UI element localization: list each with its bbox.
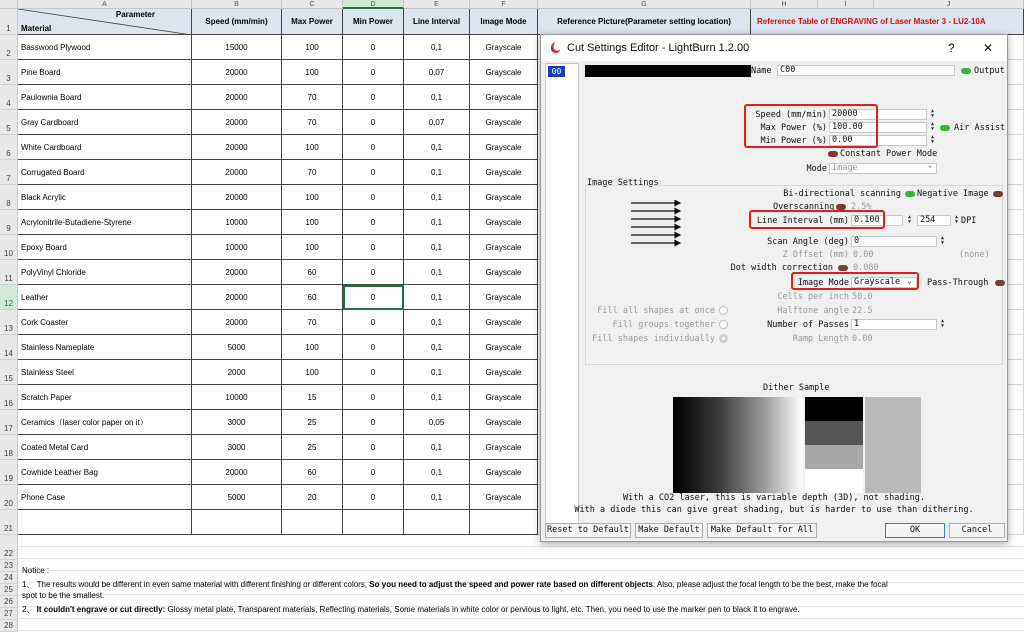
image-mode-cell[interactable]: Grayscale xyxy=(470,160,538,185)
speed-cell[interactable]: 20000 xyxy=(192,185,282,210)
air-assist-label: Air Assist xyxy=(954,123,1006,133)
min-power-cell[interactable]: 0 xyxy=(343,110,404,135)
image-mode-cell[interactable]: Grayscale xyxy=(470,360,538,385)
dither-note-2: With a diode this can give great shading, but is harder to use than dithering. xyxy=(574,505,974,515)
row-header-3[interactable]: 3 xyxy=(0,60,18,85)
notice-title: Notice : xyxy=(22,566,50,575)
scan-lines-icon xyxy=(629,200,681,250)
material-cell[interactable]: Leather xyxy=(18,285,192,310)
material-label: Material xyxy=(21,24,52,33)
material-cell[interactable]: Stainless Steel xyxy=(18,360,192,385)
cut-settings-dialog xyxy=(540,34,1008,542)
min-power-header[interactable]: Min Power xyxy=(343,9,404,35)
speed-cell[interactable]: 20000 xyxy=(192,285,282,310)
material-cell[interactable]: Corrugated Board xyxy=(18,160,192,185)
dot-width-value: 0.080 xyxy=(853,263,879,273)
image-mode-select[interactable]: Grayscale xyxy=(851,277,917,288)
constant-power-toggle[interactable] xyxy=(828,151,838,157)
fill-groups-radio[interactable] xyxy=(719,320,728,329)
material-cell[interactable]: Pine Board xyxy=(18,60,192,85)
image-mode-label: Image Mode xyxy=(797,278,849,288)
dialog-titlebar[interactable] xyxy=(541,35,1007,61)
passes-label: Number of Passes xyxy=(767,320,849,330)
cells-per-inch-label: Cells per inch xyxy=(777,292,849,302)
min-power-cell[interactable]: 0 xyxy=(343,185,404,210)
z-offset-label: Z Offset (mm) xyxy=(782,250,849,260)
min-power-cell[interactable]: 0 xyxy=(343,410,404,435)
material-cell[interactable]: Basswood Plywood xyxy=(18,35,192,60)
line-interval-cell[interactable]: 0,1 xyxy=(404,285,470,310)
speed-cell[interactable]: 15000 xyxy=(192,35,282,60)
max-power-cell[interactable]: 25 xyxy=(282,410,343,435)
max-power-field[interactable]: 100.00 xyxy=(829,122,927,133)
row-header-20[interactable]: 20 xyxy=(0,485,18,510)
column-header-g[interactable]: G xyxy=(538,0,751,9)
max-power-cell[interactable]: 100 xyxy=(282,135,343,160)
layer-list[interactable] xyxy=(545,63,579,525)
min-power-cell[interactable]: 0 xyxy=(343,160,404,185)
min-power-cell[interactable]: 0 xyxy=(343,385,404,410)
image-mode-cell[interactable] xyxy=(470,510,538,535)
column-header-a[interactable]: A xyxy=(18,0,192,9)
line-interval-cell[interactable]: 0,1 xyxy=(404,485,470,510)
notice-line-1 xyxy=(22,579,888,590)
line-interval-cell[interactable]: 0,1 xyxy=(404,260,470,285)
row-header-16[interactable]: 16 xyxy=(0,385,18,410)
max-power-cell[interactable]: 60 xyxy=(282,285,343,310)
name-label: Name xyxy=(751,66,772,76)
bidirectional-toggle[interactable] xyxy=(905,191,915,197)
row-header-9[interactable]: 9 xyxy=(0,210,18,235)
row-header-2[interactable]: 2 xyxy=(0,35,18,60)
fill-groups-label: Fill groups together xyxy=(612,320,715,330)
row-header-27[interactable]: 27 xyxy=(0,608,18,620)
dither-sample-image xyxy=(673,397,921,493)
min-power-cell[interactable]: 0 xyxy=(343,60,404,85)
parameter-material-header[interactable] xyxy=(18,9,192,35)
row-header-23[interactable]: 23 xyxy=(0,560,18,572)
speed-cell[interactable]: 20000 xyxy=(192,460,282,485)
speed-power-highlight xyxy=(744,104,878,148)
fill-all-radio[interactable] xyxy=(719,306,728,315)
line-interval-cell[interactable]: 0,1 xyxy=(404,385,470,410)
row-header-22[interactable]: 22 xyxy=(0,535,18,560)
empty-row[interactable] xyxy=(18,619,1024,631)
bidirectional-label: Bi-directional scanning xyxy=(783,189,901,199)
reset-to-default-button[interactable]: Reset to Default xyxy=(545,523,631,538)
notice-line-1-text: 1、 The results would be different in even same material with different finishing or different colors, xyxy=(22,580,370,589)
notice-line-3 xyxy=(22,604,800,615)
image-mode-cell[interactable]: Grayscale xyxy=(470,260,538,285)
row-header-15[interactable]: 15 xyxy=(0,360,18,385)
min-power-cell[interactable]: 0 xyxy=(343,310,404,335)
min-power-cell[interactable]: 0 xyxy=(343,235,404,260)
line-interval-cell[interactable]: 0,1 xyxy=(404,460,470,485)
material-cell[interactable]: Epoxy Board xyxy=(18,235,192,260)
line-interval-cell[interactable] xyxy=(404,510,470,535)
min-power-cell[interactable]: 0 xyxy=(343,135,404,160)
row-header-14[interactable]: 14 xyxy=(0,335,18,360)
speed-cell[interactable]: 20000 xyxy=(192,310,282,335)
row-header-18[interactable]: 18 xyxy=(0,435,18,460)
empty-row[interactable] xyxy=(18,559,1024,571)
max-power-cell[interactable]: 15 xyxy=(282,385,343,410)
max-power-cell[interactable]: 70 xyxy=(282,85,343,110)
speed-cell[interactable]: 20000 xyxy=(192,135,282,160)
constant-power-label: Constant Power Mode xyxy=(840,149,938,159)
min-power-cell[interactable]: 0 xyxy=(343,460,404,485)
image-mode-cell[interactable]: Grayscale xyxy=(470,235,538,260)
max-power-cell[interactable]: 100 xyxy=(282,360,343,385)
fill-individually-radio[interactable] xyxy=(719,334,728,343)
speed-cell[interactable]: 20000 xyxy=(192,110,282,135)
image-mode-highlight xyxy=(791,272,919,290)
scan-angle-field[interactable]: 0 xyxy=(851,236,937,247)
line-interval-cell[interactable]: 0,1 xyxy=(404,35,470,60)
min-power-cell[interactable]: 0 xyxy=(343,210,404,235)
dot-width-toggle[interactable] xyxy=(838,265,848,271)
image-mode-cell[interactable]: Grayscale xyxy=(470,60,538,85)
line-interval-header[interactable]: Line Interval xyxy=(404,9,470,35)
row-header-4[interactable]: 4 xyxy=(0,85,18,110)
max-power-label: Max Power (%) xyxy=(760,123,827,133)
layer-tag-00[interactable]: 00 xyxy=(548,66,565,77)
column-header-b[interactable]: B xyxy=(192,0,282,9)
image-mode-cell[interactable]: Grayscale xyxy=(470,385,538,410)
dither-note-1: With a CO2 laser, this is variable depth (3D), not shading. xyxy=(623,493,925,503)
row-header-24[interactable]: 24 xyxy=(0,572,18,584)
speed-cell[interactable]: 3000 xyxy=(192,410,282,435)
fill-all-label: Fill all shapes at once xyxy=(597,306,715,316)
image-mode-cell[interactable]: Grayscale xyxy=(470,285,538,310)
material-cell[interactable]: Cork Coaster xyxy=(18,310,192,335)
help-button[interactable]: ? xyxy=(948,41,955,55)
pass-through-toggle[interactable] xyxy=(995,280,1005,286)
make-default-button[interactable]: Make Default xyxy=(635,523,703,538)
line-interval-cell[interactable]: 0,1 xyxy=(404,160,470,185)
line-interval-cell[interactable]: 0,1 xyxy=(404,185,470,210)
max-power-cell[interactable]: 60 xyxy=(282,260,343,285)
row-header-25[interactable]: 25 xyxy=(0,584,18,596)
line-interval-highlight xyxy=(749,210,885,229)
min-power-cell[interactable]: 0 xyxy=(343,360,404,385)
min-power-cell[interactable]: 0 xyxy=(343,85,404,110)
min-power-spinner[interactable]: ▲ ▼ xyxy=(930,134,934,145)
image-mode-cell[interactable]: Grayscale xyxy=(470,460,538,485)
max-power-cell[interactable]: 100 xyxy=(282,335,343,360)
mode-chevron-down-icon: ▾ xyxy=(928,163,933,171)
material-cell[interactable]: Stainless Nameplate xyxy=(18,335,192,360)
column-header-c[interactable]: C xyxy=(282,0,343,9)
passes-spinner[interactable]: ▲ ▼ xyxy=(940,318,944,329)
z-offset-value[interactable]: 0.00 xyxy=(853,250,874,260)
cancel-button[interactable]: Cancel xyxy=(949,523,1005,538)
dialog-title: Cut Settings Editor - LightBurn 1.2.00 xyxy=(567,42,750,54)
negative-image-toggle[interactable] xyxy=(993,191,1003,197)
speed-cell[interactable]: 20000 xyxy=(192,260,282,285)
max-power-cell[interactable]: 100 xyxy=(282,60,343,85)
row-header-11[interactable]: 11 xyxy=(0,260,18,285)
row-header-1[interactable]: 1 xyxy=(0,9,18,35)
line-interval-cell[interactable]: 0,1 xyxy=(404,310,470,335)
line-interval-cell[interactable]: 0,07 xyxy=(404,60,470,85)
speed-cell[interactable]: 5000 xyxy=(192,485,282,510)
line-interval-cell[interactable]: 0,05 xyxy=(404,410,470,435)
min-power-label: Min Power (%) xyxy=(760,136,827,146)
column-header-e[interactable]: E xyxy=(404,0,470,9)
reference-picture-header[interactable]: Reference Picture(Parameter setting location) xyxy=(538,9,751,35)
max-power-cell[interactable]: 100 xyxy=(282,235,343,260)
speed-label: Speed (mm/min) xyxy=(755,110,827,120)
line-interval-cell[interactable]: 0,1 xyxy=(404,235,470,260)
max-power-spinner[interactable]: ▲ ▼ xyxy=(930,121,934,132)
close-icon[interactable]: ✕ xyxy=(983,41,994,55)
reference-table-title[interactable]: Reference Table of ENGRAVING of Laser Master 3 - LU2-10A xyxy=(751,9,1024,35)
line-interval-cell[interactable]: 0,1 xyxy=(404,360,470,385)
min-power-cell[interactable]: 0 xyxy=(343,285,404,310)
image-mode-cell[interactable]: Grayscale xyxy=(470,410,538,435)
lightburn-logo-icon xyxy=(549,41,562,54)
max-power-cell[interactable]: 20 xyxy=(282,485,343,510)
material-cell[interactable]: Black Acrylic xyxy=(18,185,192,210)
fill-individually-label: Fill shapes individually xyxy=(592,334,715,344)
image-mode-cell[interactable]: Grayscale xyxy=(470,185,538,210)
notice-line-3-suffix: Glossy metal plate, Transparent materials, Reflecting materials, Some materials in white color or pervious to light, etc. Then, you need to use the marker pen to black it to engrave. xyxy=(165,605,800,614)
material-cell[interactable]: Gray Cardboard xyxy=(18,110,192,135)
mode-label: Mode xyxy=(806,164,827,174)
min-power-cell[interactable]: 0 xyxy=(343,260,404,285)
ramp-length-value[interactable]: 0.00 xyxy=(852,334,873,344)
ramp-length-label: Ramp Length xyxy=(792,334,849,344)
material-cell[interactable]: Ceramics（laser color paper on it） xyxy=(18,410,192,435)
min-power-cell[interactable]: 0 xyxy=(343,485,404,510)
image-mode-cell[interactable]: Grayscale xyxy=(470,485,538,510)
speed-cell[interactable]: 20000 xyxy=(192,85,282,110)
speed-header[interactable]: Speed (mm/min) xyxy=(192,9,282,35)
output-toggle[interactable] xyxy=(961,68,971,74)
line-interval-spinner[interactable]: ▲ ▼ xyxy=(907,214,911,225)
speed-cell[interactable]: 10000 xyxy=(192,385,282,410)
scan-angle-spinner[interactable]: ▲ ▼ xyxy=(940,235,944,246)
material-cell[interactable]: White Cardboard xyxy=(18,135,192,160)
row-header-26[interactable]: 26 xyxy=(0,596,18,608)
image-settings-label: Image Settings xyxy=(587,178,659,188)
notice-line-3-bold: It couldn't engrave or cut directly: xyxy=(36,605,166,614)
none-label: (none) xyxy=(959,250,990,260)
column-header-h[interactable]: H xyxy=(751,0,818,9)
parameter-label: Parameter xyxy=(115,10,155,19)
row-header-12[interactable]: 12 xyxy=(0,285,18,310)
image-mode-cell[interactable]: Grayscale xyxy=(470,135,538,160)
speed-cell[interactable]: 20000 xyxy=(192,160,282,185)
max-power-cell[interactable]: 25 xyxy=(282,435,343,460)
scan-angle-label: Scan Angle (deg) xyxy=(767,237,849,247)
min-power-cell[interactable]: 0 xyxy=(343,435,404,460)
min-power-cell[interactable]: 0 xyxy=(343,35,404,60)
speed-cell[interactable]: 20000 xyxy=(192,60,282,85)
speed-spinner[interactable]: ▲ ▼ xyxy=(930,108,934,119)
line-interval-cell[interactable]: 0,07 xyxy=(404,110,470,135)
column-header-d[interactable]: D xyxy=(343,0,404,9)
overscanning-value: 2.5% xyxy=(851,202,872,212)
row-header-28[interactable]: 28 xyxy=(0,620,18,632)
speed-cell[interactable]: 5000 xyxy=(192,335,282,360)
max-power-cell[interactable]: 100 xyxy=(282,185,343,210)
header-row xyxy=(18,9,1024,35)
overscanning-label: Overscanning xyxy=(773,202,835,212)
speed-cell[interactable]: 10000 xyxy=(192,210,282,235)
min-power-cell[interactable]: 0 xyxy=(343,335,404,360)
min-power-cell[interactable] xyxy=(343,510,404,535)
layer-color-swatch[interactable] xyxy=(585,65,751,77)
max-power-cell[interactable] xyxy=(282,510,343,535)
min-power-field[interactable]: 0.00 xyxy=(829,135,927,146)
max-power-cell[interactable]: 100 xyxy=(282,210,343,235)
ok-button[interactable]: OK xyxy=(885,523,945,538)
material-cell[interactable]: Cowhide Leather Bag xyxy=(18,460,192,485)
material-cell[interactable]: Acrylonitrile-Butadiene-Styrene xyxy=(18,210,192,235)
max-power-cell[interactable]: 70 xyxy=(282,110,343,135)
row-header-13[interactable]: 13 xyxy=(0,310,18,335)
empty-row[interactable] xyxy=(18,547,1024,559)
row-header-19[interactable]: 19 xyxy=(0,460,18,485)
max-power-header[interactable]: Max Power xyxy=(282,9,343,35)
select-all-corner[interactable] xyxy=(0,0,18,9)
speed-cell[interactable]: 3000 xyxy=(192,435,282,460)
image-mode-cell[interactable]: Grayscale xyxy=(470,110,538,135)
line-interval-cell[interactable]: 0,1 xyxy=(404,210,470,235)
halftone-angle-value[interactable]: 22.5 xyxy=(852,306,873,316)
row-header-17[interactable]: 17 xyxy=(0,410,18,435)
mode-select[interactable]: Image xyxy=(829,163,937,174)
material-cell[interactable]: Phone Case xyxy=(18,485,192,510)
line-interval-cell[interactable]: 0,1 xyxy=(404,135,470,160)
line-interval-field[interactable]: 0.100 xyxy=(851,215,903,226)
image-mode-cell[interactable]: Grayscale xyxy=(470,210,538,235)
line-interval-cell[interactable]: 0,1 xyxy=(404,85,470,110)
row-header-8[interactable]: 8 xyxy=(0,185,18,210)
max-power-cell[interactable]: 100 xyxy=(282,35,343,60)
material-cell[interactable]: Paulownia Board xyxy=(18,85,192,110)
speed-cell[interactable] xyxy=(192,510,282,535)
notice-line-3-text: 2、 xyxy=(22,605,37,614)
notice-line-1-bold: So you need to adjust the speed and power rate based on different objects xyxy=(369,580,653,589)
speed-field[interactable]: 20000 xyxy=(829,109,927,120)
material-cell[interactable]: PolyVinyl Chloride xyxy=(18,260,192,285)
name-field[interactable]: C00 xyxy=(777,65,955,76)
max-power-cell[interactable]: 70 xyxy=(282,160,343,185)
dpi-label: DPI xyxy=(961,216,977,226)
line-interval-cell[interactable]: 0,1 xyxy=(404,435,470,460)
cells-per-inch-value[interactable]: 50.0 xyxy=(852,292,873,302)
row-header-5[interactable]: 5 xyxy=(0,110,18,135)
material-cell[interactable] xyxy=(18,510,192,535)
air-assist-toggle[interactable] xyxy=(940,125,950,131)
halftone-angle-label: Halftone angle xyxy=(777,306,849,316)
negative-image-label: Negative Image xyxy=(917,189,989,199)
dpi-field[interactable]: 254 xyxy=(917,215,951,226)
material-cell[interactable]: Scratch Paper xyxy=(18,385,192,410)
image-mode-chevron-down-icon[interactable]: ⌄ xyxy=(907,276,912,285)
row-header-6[interactable]: 6 xyxy=(0,135,18,160)
image-mode-cell[interactable]: Grayscale xyxy=(470,435,538,460)
make-default-for-all-button[interactable]: Make Default for All xyxy=(707,523,817,538)
dot-width-label: Dot width correction xyxy=(730,263,833,273)
column-header-i[interactable]: I xyxy=(818,0,874,9)
notice-line-1-suffix: . Also, please adjust the focal length to be the best, make the focal xyxy=(652,580,888,589)
line-interval-label: Line Interval (mm) xyxy=(756,216,849,226)
image-mode-header[interactable]: Image Mode xyxy=(470,9,538,35)
image-mode-cell[interactable]: Grayscale xyxy=(470,85,538,110)
max-power-cell[interactable]: 60 xyxy=(282,460,343,485)
notice-line-2: spot to be the smallest. xyxy=(22,591,105,600)
line-interval-cell[interactable]: 0,1 xyxy=(404,335,470,360)
pass-through-label: Pass-Through xyxy=(927,278,989,288)
material-cell[interactable]: Coated Metal Card xyxy=(18,435,192,460)
row-header-7[interactable]: 7 xyxy=(0,160,18,185)
dither-sample-label: Dither Sample xyxy=(763,383,830,393)
row-header-21[interactable]: 21 xyxy=(0,510,18,535)
image-mode-cell[interactable]: Grayscale xyxy=(470,335,538,360)
column-header-j[interactable]: J xyxy=(874,0,1024,9)
image-mode-cell[interactable]: Grayscale xyxy=(470,35,538,60)
speed-cell[interactable]: 10000 xyxy=(192,235,282,260)
image-mode-cell[interactable]: Grayscale xyxy=(470,310,538,335)
output-label: Output xyxy=(974,66,1005,76)
passes-field[interactable]: 1 xyxy=(851,319,937,330)
column-header-f[interactable]: F xyxy=(470,0,538,9)
max-power-cell[interactable]: 70 xyxy=(282,310,343,335)
dpi-spinner[interactable]: ▲ ▼ xyxy=(954,214,958,225)
speed-cell[interactable]: 2000 xyxy=(192,360,282,385)
row-header-10[interactable]: 10 xyxy=(0,235,18,260)
